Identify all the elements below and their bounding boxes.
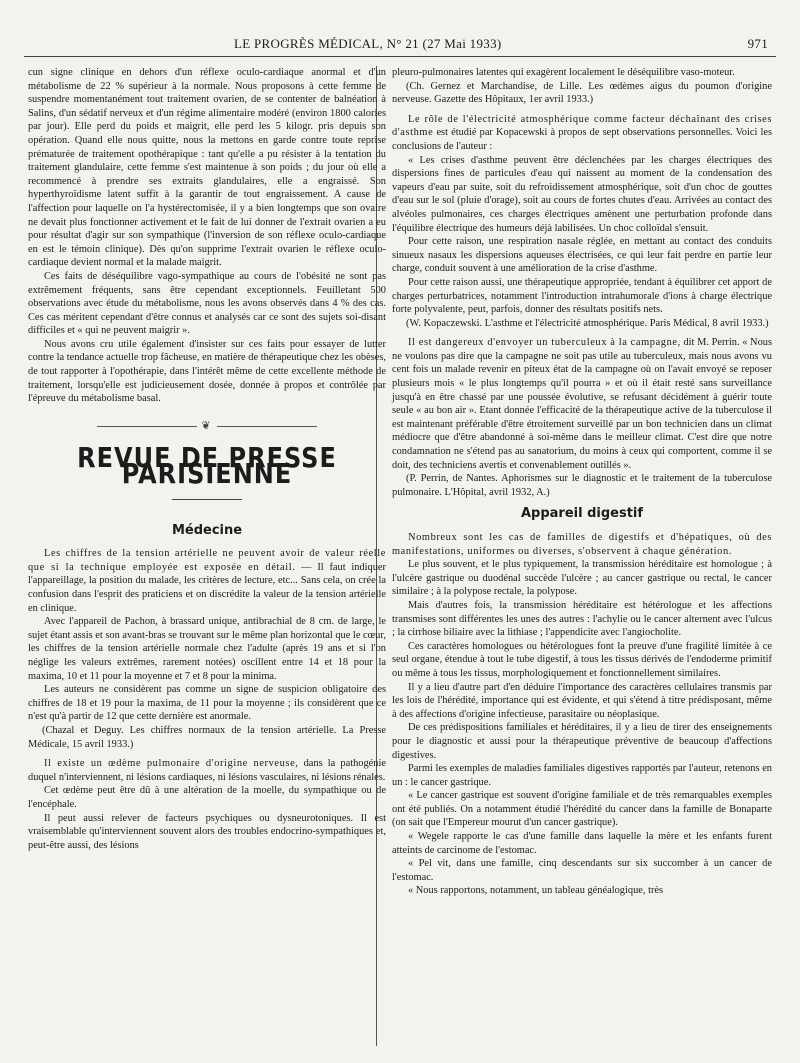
- paragraph: [392, 113, 772, 154]
- lead-phrase: Il est dangereux d'envoyer un tuberculeux à la campagne,: [408, 337, 681, 349]
- paragraph: « Les crises d'asthme peuvent être déclenchées par les charges électriques des dispersions fines de particules d'eau qui naissent au moment de la condensation des vapeurs d'eau par suite, soit du refroidissement atmosphérique, soit d'un choc de gouttes d'eau sur le sol (pluie d'orage), soit au cours de fortes chutes d'eau. Arrivées au contact des alvéoles pulmonaires, ces charges électriques amènent une perturbation profonde dans l'équilibre électrique des humeurs déjà labilisées. Un choc colloïdal s'ensuit.: [392, 154, 772, 234]
- paragraph: « Nous rapportons, notamment, un tableau généalogique, très: [408, 885, 664, 897]
- lead-phrase: Les chiffres de la tension artérielle ne peuvent avoir de valeur réelle que si la technique employée est exposée en détail.: [28, 548, 386, 573]
- paragraph: pleuro-pulmonaires latentes qui exagèrent localement le déséquilibre vaso-moteur.: [392, 67, 735, 78]
- paragraph: Le plus souvent, et le plus typiquement, la transmission héréditaire est homologue ; à l'ulcère gastrique ou duodénal succède l'ulcère ; au cancer gastrique ou rectal, le cancer similaire ; à la polypose rectale, la polypose.: [392, 559, 772, 598]
- left-column: [28, 66, 386, 852]
- paragraph: De ces prédispositions familiales et héréditaires, il y a lieu de tirer des enseignements pour le diagnostic et aussi pour la thérapeutique préventive de beaucoup d'affections digestives.: [392, 722, 772, 761]
- paragraph: Cet œdème peut être dû à une altération de la moelle, du sympathique ou de l'encéphale.: [28, 785, 386, 810]
- title-rule: [172, 499, 242, 500]
- paragraph: Mais d'autres fois, la transmission héréditaire est hétérologue et les affections transmises sont différentes les unes des autres : l'achylie ou le cancer alternent avec l'ulcus ; la cirrhose biliaire avec la lithiase ; l'appendicite avec l'angiocholite.: [392, 599, 772, 639]
- paragraph: [392, 336, 772, 472]
- paragraph-text: est étudié par Kopacewski à propos de sept observations personnelles. Voici les conclusions de l'auteur :: [392, 127, 772, 152]
- paragraph: Pour cette raison, une respiration nasale réglée, en mettant au contact des conduits sinueux nasaux les dispersions aqueuses électrisées, ce qui leur fait perdre en partie leur charge, conduit souvent à une amélioration de la crise d'asthme.: [392, 236, 772, 275]
- journal-title: LE PROGRÈS MÉDICAL, N° 21 (27 Mai 1933): [234, 36, 502, 51]
- paragraph: Il peut aussi relever de facteurs psychiques ou dysneurotoniques. Il est vraisemblable qu'interviennent souvent alors des troubles endocrino-sympathiques et, peut-être aussi, des lésions: [28, 812, 386, 851]
- paragraph-text: dans la pathogénie duquel n'interviennent, ni lésions cardiaques, ni lésions vasculaires, ni lésions rénales.: [28, 758, 386, 783]
- paragraph: [28, 547, 386, 615]
- paragraph: Pour cette raison aussi, une thérapeutique appropriée, tendant à équilibrer cet apport de charges perturbatrices, notamment l'introduction intrahumorale d'ions à charge électrique forte polyvalente, peut, parfois, donner des résultats positifs nets.: [392, 276, 772, 316]
- paragraph: Avec l'appareil de Pachon, à brassard unique, antibrachial de 8 cm. de large, le sujet étant assis et son avant-bras se trouvant sur le même plan horizontal que le cœur, les chiffres de la tension artérielle normale chez l'adulte (après 19 ans et si l'on néglige les valeurs extrêmes, rarement notées) oscillent entre 14 et 18 pour la maxima, 10 et 11 pour la moyenne et 7 et 8 pour la minima.: [28, 616, 386, 682]
- subheading-appareil-digestif: Appareil digestif: [520, 506, 644, 522]
- paragraph: [392, 531, 772, 558]
- paragraph: [28, 757, 386, 784]
- citation: (Ch. Gernez et Marchandise, de Lille. Les œdèmes aigus du poumon d'origine nerveuse. Gazette des Hôpitaux, 1er avril 1933.): [392, 80, 772, 106]
- running-header: [24, 34, 776, 57]
- citation: (W. Kopaczewski. L'asthme et l'électricité atmosphérique. Paris Médical, 8 avril 1933.): [406, 317, 769, 329]
- paragraph: Ces faits de déséquilibre vago-sympathique au cours de l'obésité ne sont pas extrêmement fréquents, sans être cependant exceptionnels. Feuilletant 500 observations avec étude du métabolisme, nous les avons observés dans 4 % des cas. Ces cas méritent cependant d'être connus et analysés car ce sont des sujets soi-disant difficiles et « qui ne peuvent maigrir ».: [28, 270, 386, 337]
- paragraph: « Wegele rapporte le cas d'une famille dans laquelle la mère et les enfants furent atteints de carcinome de l'estomac.: [392, 831, 772, 856]
- paragraph: Il y a lieu d'autre part d'en déduire l'importance des caractères cellulaires transmis par les lois de l'hérédité, importance qui est évidente, et qui s'étend à titre prédisposant, même à des affections d'origine infectieuse, parasitaire ou néoplasique.: [392, 681, 772, 720]
- paragraph: « Pel vit, dans une famille, cinq descendants sur six succomber à un cancer de l'estomac.: [392, 858, 772, 883]
- ornament-divider: ❦: [28, 420, 386, 434]
- paragraph: Parmi les exemples de maladies familiales digestives rapportés par l'auteur, retenons en un : le cancer gastrique.: [392, 763, 772, 788]
- lead-phrase: Il existe un œdème pulmonaire d'origine nerveuse,: [44, 758, 299, 770]
- lead-phrase: Nombreux sont les cas de familles de digestifs et d'hépatiques, où des manifestations, uniformes ou diverses, s'observent à chaque génération.: [392, 532, 772, 557]
- right-column: [392, 66, 772, 898]
- page-number: 971: [747, 36, 768, 51]
- citation: (Chazal et Deguy. Les chiffres normaux de la tension artérielle. La Presse Médicale, 15 avril 1933.): [28, 724, 386, 750]
- paragraph-text: — Il faut indiquer l'appareillage, la position du malade, les critères de lecture, etc... Sans cela, on crée la confusion dans l'esprit des praticiens et on discrédite la valeur de la tension artérielle en clinique.: [28, 561, 386, 614]
- paragraph: « Le cancer gastrique est souvent d'origine familiale et de très remarquables exemples ont été publiés. On a notamment étudié l'hérédité du cancer dans la famille de Bonaparte (on sait que l'Empereur mourut d'un cancer gastrique).: [392, 790, 772, 829]
- paragraph: cun signe clinique en dehors d'un réflexe oculo-cardiaque anormal et d'un métabolisme de 22 % supérieur à la normale. Nous proposons à cette femme de suspendre momentanément tout traitement ovarien, de se contenter de balnéation à Salins, d'un sédatif nerveux et d'un régime alimentaire modéré (environ 1800 calories par jour). Elle perd du poids et maigrit, elle perd les 5 kilogr. pris depuis son opération. Quand elle nous quitte, nous la mettons en garde contre toute reprise prématurée de traitement opothérapique : tant qu'elle a pu résister à la tentation du traitement glandulaire, cette femme s'est maintenue à son poids ; du jour où elle a recommencé à prendre ses extraits glandulaires, elle a engraissé. Son hyperthyroïdisme latent suffit à la garantir de tout engraissement. A cause de l'affection pour laquelle on l'a hystérectomisée, il y a bien longtemps que son ovaire ne devait plus fonctionner activement et le fait de lui donner de l'extrait ovarien a eu pour résultat d'agir sur son sympathique (l'inversion de son réflexe oculo-cardiaque en est le témoin clinique). Dès qu'on supprime l'extrait ovarien le réflexe oculo-cardiaque devient normal et la malade maigrit.: [28, 67, 386, 269]
- lead-phrase: Le rôle de l'électricité atmosphérique comme facteur déchaînant des crises d'asthme: [392, 113, 772, 139]
- subheading-medecine: Médecine: [171, 522, 243, 538]
- paragraph: Les auteurs ne considèrent pas comme un signe de suspicion obligatoire des chiffres de 18 et 19 pour la maxima, de 11 pour la moyenne ; ils considèrent que ce n'est qu'à partir de 12 que cette dernière est anormale.: [28, 684, 386, 723]
- paragraph: Ces caractères homologues ou hétérologues font la preuve d'une fragilité limitée à ce seul organe, étendue à tout le tube digestif, à tous les tissus dérivés de l'endoderme primitif ou même à tous les tissus, morphologiquement et fonctionnellement similaires.: [392, 640, 772, 679]
- paragraph: Nous avons cru utile également d'insister sur ces faits pour essayer de lutter contre la tendance actuelle trop fâcheuse, en matière de thérapeutique chez les obèses, de tout rapporter à l'opothérapie, dans l'intérêt même de cette excellente méthode de traitement, lorsqu'elle est judicieusement dosée, donnée à propos et contrôlée par l'épreuve du métabolisme basal.: [28, 338, 386, 405]
- paragraph-text: dit M. Perrin. « Nous ne voulons pas dire que la campagne ne soit pas utile au tuberculeux, mais nous avons vu cent fois un malade revenir en piteux état de la campagne où on l'avait envoyé se reposer plusieurs mois « le plus longtemps qu'il pourra » et où il était resté sans surveillance jusqu'à en être chassé par une poussée évolutive, se refusant décidément à guérir toute seule « au bon air ». Etant donnée l'efficacité de la thérapeutique active de la tuberculose il est maintenant préférable d'être étroitement surveillé par un bon technicien dans un climat médiocre que d'être abandonné à soi-même dans le meilleur climat. C'est dire que notre condamnation ne s'étend pas au sanatorium, du moins à ceux qui comportent, comme il se doit, des techniciens avertis et convenablement outillés ».: [392, 337, 772, 471]
- section-title: REVUE DE PRESSE PARISIENNE: [77, 442, 337, 491]
- citation: (P. Perrin, de Nantes. Aphorismes sur le diagnostic et le traitement de la tuberculose pulmonaire. L'Hôpital, avril 1932, A.): [392, 473, 772, 498]
